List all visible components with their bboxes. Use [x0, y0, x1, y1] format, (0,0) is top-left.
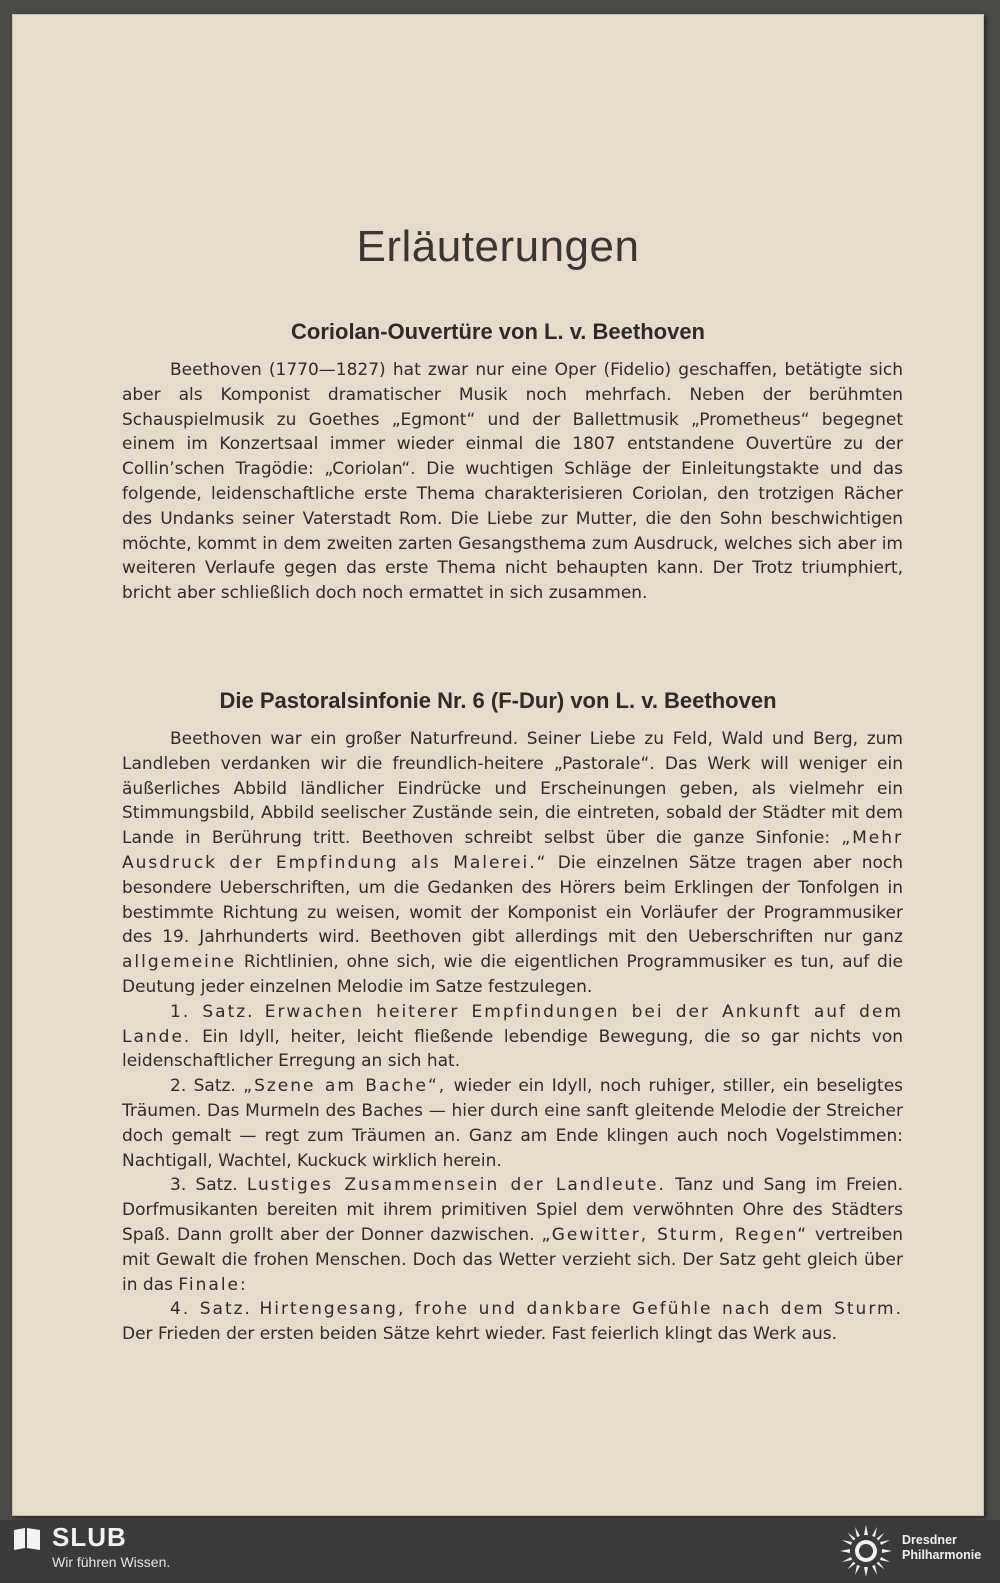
partner-name-line1: Dresdner [902, 1533, 957, 1547]
movement-title: „Szene am Bache“, [243, 1076, 447, 1097]
movement-label: 3. Satz. [170, 1175, 238, 1196]
movement-title: Lustiges Zusammensein der Landleute. [246, 1175, 666, 1196]
page-title: Erläuterungen [356, 222, 640, 271]
section-body-coriolan [122, 358, 903, 606]
movement-title: Hirtengesang, frohe und dankbare Gefühle nach dem Sturm. [259, 1299, 903, 1320]
partner-name[interactable] [902, 1533, 981, 1563]
movement-finale: Finale: [178, 1274, 248, 1295]
movement-label: 2. Satz. [170, 1076, 236, 1097]
intro-emphasis: allgemeine [122, 952, 237, 973]
movement-quote: „Gewitter, Sturm, Regen“ [541, 1224, 809, 1245]
section-body-pastorale [122, 727, 903, 1347]
movement-1 [122, 1000, 903, 1074]
paragraph: Beethoven (1770—1827) hat zwar nur eine Oper (Fidelio) geschaffen, betätigte sich aber als Komponist dramatischer Musik noch mehrfach. Neben der berühmten Schauspielmusik zu Goethes „Egmont“ und der Ballettmusik „Prometheus“ begegnet einem im Konzertsaal immer wieder einmal die 1807 entstandene Ouvertüre zu der Collin’schen Tragödie: „Coriolan“. Die wuchtigen Schläge der Einleitungstakte und das folgende, leidenschaftliche erste Thema charakterisieren Coriolan, den trotzigen Rächer des Undanks seiner Vaterstadt Rom. Die Liebe zur Mutter, die den Sohn beschwichtigen möchte, kommt in dem zweiten zarten Gesangsthema zum Ausdruck, welches sich aber im weiteren Verlaufe gegen das erste Thema nicht behaupten kann. Der Trotz triumphiert, bricht aber schließlich doch noch ermattet in sich zusammen. [122, 360, 903, 604]
section-heading-coriolan: Coriolan-Ouvertüre von L. v. Beethoven [291, 319, 705, 344]
sunburst-logo-icon [838, 1523, 894, 1583]
movement-text: wieder ein Idyll, noch ruhiger, stiller, ein beseligtes Träumen. Das Murmeln des Baches — hier durch eine sanft gleitende Melodie der Streicher doch gemalt — regt zum Träumen an. Ganz am Ende klingen auch noch Vogelstimmen: Nachtigall, Wachtel, Kuckuck wirklich herein. [122, 1076, 904, 1171]
movement-3 [122, 1173, 903, 1297]
movement-text-a: Tanz und Sang im Freien. Dorfmusikanten bereiten mit ihrem primitiven Spiel dem verwöhnten Ohre des Städters Spaß. Dann grollt aber der Donner dazwischen. [122, 1175, 903, 1245]
movement-4 [122, 1297, 903, 1347]
movement-text: Der Frieden der ersten beiden Sätze kehrt wieder. Fast feierlich klingt das Werk aus. [122, 1324, 838, 1345]
movement-label: 4. Satz. [170, 1299, 252, 1320]
section-heading-pastorale: Die Pastoralsinfonie Nr. 6 (F-Dur) von L. v. Beethoven [219, 688, 777, 713]
movement-text: Ein Idyll, heiter, leicht fließende lebendige Bewegung, die so gar nichts von leidenschaftlicher Erregung an sich hat. [122, 1026, 903, 1072]
movement-label: 1. Satz. [170, 1001, 255, 1022]
slub-name[interactable]: SLUB [52, 1522, 127, 1552]
slub-tagline: Wir führen Wissen. [52, 1554, 171, 1570]
paragraph-intro [122, 727, 903, 1000]
intro-quote: „Mehr Ausdruck der Empfindung als Malerei.“ [122, 828, 904, 873]
intro-text-a: Beethoven war ein großer Naturfreund. Seiner Liebe zu Feld, Wald und Berg, zum Landleben verdanken wir die freundlich-heitere „Pastorale“. Das Werk will weniger ein äußerliches Abbild ländlicher Eindrücke und Erscheinungen geben, als vielmehr ein Stimmungsbild, Abbild seelischer Zustände sein, die eintreten, sobald der Städter mit dem Lande in Berührung tritt. Beethoven schreibt selbst über die ganze Sinfonie: [122, 729, 903, 849]
movement-2 [122, 1074, 903, 1173]
intro-text-c: Richtlinien, ohne sich, wie die eigentlichen Programmusiker es tun, auf die Deutung jeder einzelnen Melodie im Satze festzulegen. [122, 952, 903, 997]
movement-title: Erwachen heiterer Empfindungen bei der Ankunft auf dem Lande. [122, 1001, 903, 1047]
footer-bar [0, 1520, 1000, 1583]
movement-text-b: vertreiben mit Gewalt die frohen Menschen. Doch das Wetter verzieht sich. Der Satz geht gleich über in das [122, 1224, 903, 1295]
intro-text-b: Die einzelnen Sätze tragen aber noch besondere Ueberschriften, um die Gedanken des Hörers beim Erklingen der Tonfolgen in bestimmte Richtung zu weisen, womit der Komponist ein Vorläufer der Programmusiker des 19. Jahrhunderts wird. Beethoven gibt allerdings mit den Ueberschriften nur ganz [122, 852, 904, 948]
document-page [12, 14, 984, 1516]
partner-name-line2: Philharmonie [902, 1548, 982, 1562]
book-icon [12, 1526, 42, 1556]
